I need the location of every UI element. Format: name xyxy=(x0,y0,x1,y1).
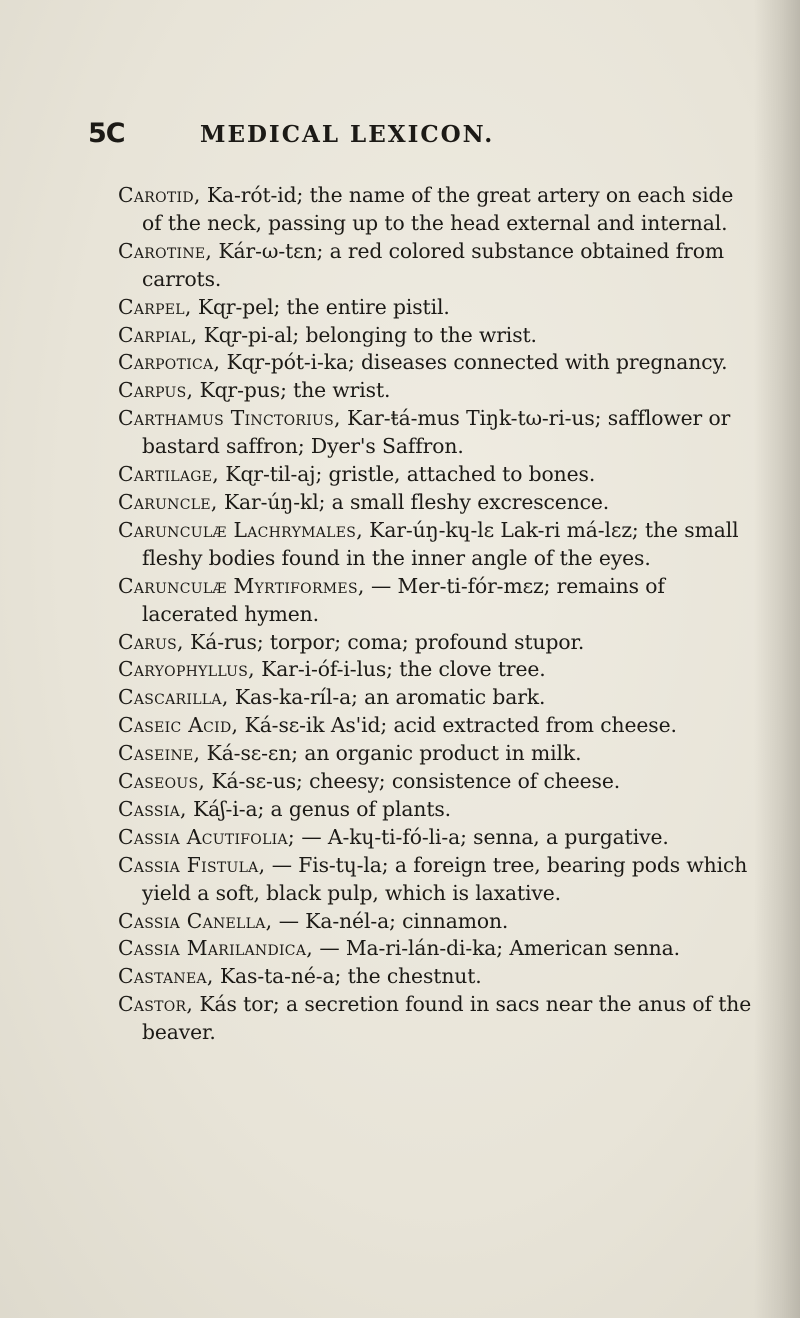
definition: Ká-rus; torpor; coma; profound stupor. xyxy=(183,629,585,654)
page-header xyxy=(88,118,648,158)
headword: Caseine, xyxy=(118,741,201,766)
entry-cassia-fistula xyxy=(118,852,758,908)
lexicon-entries xyxy=(118,182,758,1047)
entry-carunculae-lachrymales xyxy=(118,517,758,573)
entry-carpus xyxy=(118,377,758,405)
page-number: 5C xyxy=(88,118,125,149)
entry-caseous xyxy=(118,768,758,796)
entry-carunculae-myrtiformes xyxy=(118,573,758,629)
headword: Caryophyllus, xyxy=(118,657,255,682)
definition: — A-kɥ-ti-fó-li-a; senna, a purgative. xyxy=(295,824,669,849)
entry-caruncle xyxy=(118,489,758,517)
headword: Cassia, xyxy=(118,796,187,821)
entry-carpotica xyxy=(118,349,758,377)
definition: Kɋr-pi-al; belonging to the wrist. xyxy=(197,322,537,347)
definition: Kar-i-óf-i-lus; the clove tree. xyxy=(254,657,546,682)
definition: Ká-sε-us; cheesy; consistence of cheese. xyxy=(205,769,621,794)
definition: Kar-ŧá-mus Tiŋk-tω-ri-us; safflower or bastard saffron; Dyer's Saffron. xyxy=(142,406,731,459)
page-edge-shadow xyxy=(754,0,800,1318)
entry-carpial xyxy=(118,322,758,350)
entry-castor xyxy=(118,991,758,1047)
entry-caryophyllus xyxy=(118,656,758,684)
definition: Kɋr-pót-i-ka; diseases connected with pregnancy. xyxy=(220,350,728,375)
definition: — Mer-ti-fór-mεz; remains of lacerated hymen. xyxy=(142,573,665,626)
headword: Cassia Acutifolia; xyxy=(118,824,296,849)
headword: Cartilage, xyxy=(118,462,220,487)
headword: Castanea, xyxy=(118,964,214,989)
definition: Kás tor; a secretion found in sacs near the anus of the beaver. xyxy=(142,992,752,1045)
headword: Carus, xyxy=(118,629,184,654)
definition: — Ma-ri-lán-di-ka; American senna. xyxy=(312,936,680,961)
definition: Kar-úŋ-kɥ-lε Lak-ri má-lεz; the small fleshy bodies found in the inner angle of the eyes. xyxy=(142,517,739,570)
entry-carpel xyxy=(118,294,758,322)
headword: Carthamus Tinctorius, xyxy=(118,406,341,431)
headword: Carunculæ Lachrymales, xyxy=(118,517,363,542)
entry-cassia-acutifolia xyxy=(118,824,758,852)
definition: Ká-sε-ik As'id; acid extracted from cheese. xyxy=(238,713,677,738)
headword: Carotine, xyxy=(118,238,213,263)
headword: Cascarilla, xyxy=(118,685,229,710)
headword: Castor, xyxy=(118,992,194,1017)
headword: Caseous, xyxy=(118,769,206,794)
entry-cassia-canella xyxy=(118,908,758,936)
entry-cassia xyxy=(118,796,758,824)
headword: Cassia Canella, xyxy=(118,908,273,933)
definition: Kɋr-til-aj; gristle, attached to bones. xyxy=(219,462,596,487)
entry-caseic-acid xyxy=(118,712,758,740)
definition: Kar-úŋ-kl; a small fleshy excrescence. xyxy=(217,489,610,514)
headword: Caseic Acid, xyxy=(118,713,239,738)
entry-castanea xyxy=(118,963,758,991)
definition: Kɋr-pus; the wrist. xyxy=(193,378,391,403)
headword: Carpel, xyxy=(118,294,192,319)
entry-cascarilla xyxy=(118,684,758,712)
headword: Carpus, xyxy=(118,378,194,403)
entry-carotid xyxy=(118,182,758,238)
entry-carotine xyxy=(118,238,758,294)
headword: Caruncle, xyxy=(118,489,218,514)
definition: — Fis-tɥ-la; a foreign tree, bearing pods which yield a soft, black pulp, which is laxative. xyxy=(142,852,748,905)
headword: Carotid, xyxy=(118,183,201,207)
entry-caseine xyxy=(118,740,758,768)
entry-carthamus-tinctorius xyxy=(118,405,758,461)
headword: Carpial, xyxy=(118,322,198,347)
definition: Kɋr-pel; the entire pistil. xyxy=(191,294,450,319)
entry-cartilage xyxy=(118,461,758,489)
headword: Cassia Marilandica, xyxy=(118,936,313,961)
headword: Carunculæ Myrtiformes, xyxy=(118,573,365,598)
entry-carus xyxy=(118,629,758,657)
definition: — Ka-nél-a; cinnamon. xyxy=(272,908,509,933)
entry-cassia-marilandica xyxy=(118,935,758,963)
headword: Cassia Fistula, xyxy=(118,852,266,877)
running-head: MEDICAL LEXICON. xyxy=(200,121,495,148)
definition: Ka-rót-id; the name of the great artery on each side of the neck, passing up to the head external and internal. xyxy=(142,183,734,235)
definition: Kár-ω-tεn; a red colored substance obtained from carrots. xyxy=(142,238,724,291)
definition: Káʃ-i-a; a genus of plants. xyxy=(186,796,452,821)
headword: Carpotica, xyxy=(118,350,221,375)
definition: Ká-sε-εn; an organic product in milk. xyxy=(200,741,582,766)
definition: Kas-ka-ríl-a; an aromatic bark. xyxy=(228,685,546,710)
definition: Kas-ta-né-a; the chestnut. xyxy=(213,964,482,989)
